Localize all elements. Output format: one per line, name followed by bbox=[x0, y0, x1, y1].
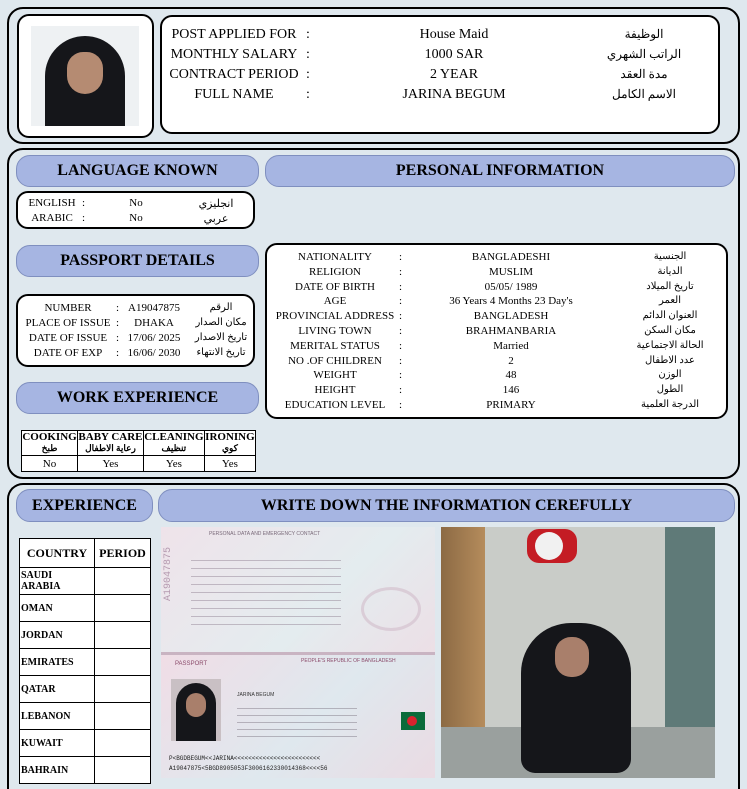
work-column-value: Yes bbox=[204, 456, 255, 472]
personal-value: 146 bbox=[502, 384, 520, 397]
personal-label: RELIGION bbox=[309, 265, 361, 278]
work-experience-table bbox=[21, 430, 256, 472]
scan-vertical-number: A19047875 bbox=[163, 547, 174, 602]
header-label: FULL NAME bbox=[194, 87, 274, 102]
passport-value: A19047875 bbox=[128, 302, 180, 314]
experience-table bbox=[19, 538, 151, 784]
period-header: PERIOD bbox=[95, 539, 151, 568]
personal-arabic: الدرجة العلمية bbox=[640, 399, 700, 410]
scan-passport-label: PASSPORT bbox=[175, 661, 208, 667]
personal-label: EDUCATION LEVEL bbox=[284, 399, 386, 411]
personal-label: NATIONALITY bbox=[298, 251, 372, 263]
experience-country: EMIRATES bbox=[20, 649, 95, 676]
header-value: House Maid bbox=[419, 27, 489, 42]
work-column-arabic: طبخ bbox=[41, 443, 58, 453]
passport-colon: : bbox=[116, 332, 120, 344]
personal-row bbox=[267, 266, 726, 281]
personal-label: DATE OF BIRTH bbox=[294, 280, 376, 293]
personal-value: MUSLIM bbox=[488, 265, 534, 278]
language-value: No bbox=[129, 197, 143, 209]
personal-colon: : bbox=[399, 399, 403, 411]
work-column-header bbox=[78, 431, 144, 456]
passport-label: DATE OF ISSUE bbox=[28, 332, 108, 344]
work-column-english: IRONING bbox=[205, 431, 255, 443]
experience-row bbox=[20, 622, 151, 649]
header-label: MONTHLY SALARY bbox=[170, 47, 298, 62]
work-column-english: COOKING bbox=[22, 431, 77, 443]
experience-country: QATAR bbox=[20, 676, 95, 703]
personal-row bbox=[267, 310, 726, 325]
work-column-value: No bbox=[22, 456, 78, 472]
header-colon: : bbox=[306, 87, 310, 102]
personal-arabic: تاريخ الميلاد bbox=[646, 280, 694, 292]
personal-colon: : bbox=[399, 265, 403, 278]
passport-row bbox=[18, 317, 253, 332]
language-colon: : bbox=[82, 197, 86, 209]
personal-colon: : bbox=[399, 354, 403, 367]
personal-row bbox=[267, 281, 726, 296]
experience-period bbox=[95, 730, 151, 757]
experience-country: OMAN bbox=[20, 595, 95, 622]
experience-country: JORDAN bbox=[20, 622, 95, 649]
personal-arabic: العمر bbox=[659, 295, 681, 307]
scan-mrz-line-1: P<BGDBEGUM<<JARINA<<<<<<<<<<<<<<<<<<<<<<<< bbox=[169, 755, 321, 762]
passport-row bbox=[18, 332, 253, 347]
header-label: CONTRACT PERIOD bbox=[169, 67, 299, 82]
header-row bbox=[162, 67, 718, 87]
experience-period bbox=[95, 757, 151, 784]
personal-row bbox=[267, 369, 726, 384]
passport-colon: : bbox=[116, 302, 120, 314]
scan-mrz-line-2: A19047875<5BGD8905053F3006162330014368<<<<56 bbox=[169, 765, 328, 772]
experience-row bbox=[20, 595, 151, 622]
work-column-value: Yes bbox=[78, 456, 144, 472]
personal-colon: : bbox=[399, 280, 403, 293]
personal-row bbox=[267, 399, 726, 414]
personal-colon: : bbox=[399, 310, 403, 323]
language-value: No bbox=[129, 212, 143, 224]
language-arabic: انجليزي bbox=[198, 198, 234, 210]
work-column-arabic: تنظيف bbox=[161, 443, 187, 453]
work-column-arabic: رعاية الاطفال bbox=[85, 443, 136, 453]
passport-row bbox=[18, 302, 253, 317]
scan-name-line: JARINA BEGUM bbox=[237, 692, 275, 698]
personal-label: LIVING TOWN bbox=[298, 325, 372, 337]
experience-row bbox=[20, 757, 151, 784]
language-label: ARABIC bbox=[31, 212, 73, 224]
language-row bbox=[18, 197, 253, 212]
experience-row bbox=[20, 676, 151, 703]
personal-row bbox=[267, 384, 726, 399]
experience-country: BAHRAIN bbox=[20, 757, 95, 784]
header-row bbox=[162, 47, 718, 67]
experience-country: LEBANON bbox=[20, 703, 95, 730]
personal-colon: : bbox=[399, 325, 403, 337]
personal-arabic: العنوان الدائم bbox=[642, 310, 698, 322]
header-value: 2 YEAR bbox=[429, 67, 479, 82]
language-label: ENGLISH bbox=[28, 197, 76, 209]
work-column-arabic: كوي bbox=[221, 443, 238, 453]
personal-row bbox=[267, 325, 726, 340]
personal-colon: : bbox=[399, 339, 403, 352]
personal-row bbox=[267, 340, 726, 355]
passport-arabic: تاريخ الانتهاء bbox=[196, 347, 246, 358]
experience-row bbox=[20, 730, 151, 757]
header-arabic: الاسم الكامل bbox=[611, 87, 677, 101]
personal-row bbox=[267, 355, 726, 370]
personal-arabic: الجنسية bbox=[653, 251, 687, 262]
personal-value: BRAHMANBARIA bbox=[465, 325, 557, 337]
profile-photo bbox=[31, 26, 139, 126]
experience-header-row bbox=[20, 539, 151, 568]
passport-value: 17/06/ 2025 bbox=[127, 332, 181, 344]
personal-info-box bbox=[265, 243, 728, 419]
passport-label: PLACE OF ISSUE bbox=[25, 317, 111, 329]
header-info-box bbox=[160, 15, 720, 134]
passport-arabic: الرقم bbox=[209, 302, 233, 313]
header-value: 1000 SAR bbox=[424, 47, 484, 62]
work-header-row bbox=[22, 431, 256, 456]
header-arabic: مدة العقد bbox=[620, 67, 668, 81]
personal-info-title: PERSONAL INFORMATION bbox=[265, 155, 735, 187]
passport-arabic: تاريخ الاصدار bbox=[194, 332, 248, 343]
passport-colon: : bbox=[116, 317, 120, 329]
experience-period bbox=[95, 595, 151, 622]
experience-country: KUWAIT bbox=[20, 730, 95, 757]
language-row bbox=[18, 212, 253, 227]
personal-arabic: عدد الاطفال bbox=[645, 354, 695, 366]
passport-label: NUMBER bbox=[44, 302, 92, 314]
header-row bbox=[162, 87, 718, 107]
language-title: LANGUAGE KNOWN bbox=[16, 155, 259, 187]
passport-scan-image bbox=[161, 527, 435, 778]
personal-value: BANGLADESH bbox=[473, 310, 549, 323]
scan-bottom-heading: PEOPLE'S REPUBLIC OF BANGLADESH bbox=[301, 658, 396, 664]
country-header: COUNTRY bbox=[20, 539, 95, 568]
header-label: POST APPLIED FOR bbox=[171, 27, 297, 42]
work-column-header bbox=[204, 431, 255, 456]
header-row bbox=[162, 27, 718, 47]
work-column-header bbox=[22, 431, 78, 456]
passport-colon: : bbox=[116, 347, 120, 359]
personal-value: Married bbox=[493, 339, 529, 352]
experience-row bbox=[20, 649, 151, 676]
header-value: JARINA BEGUM bbox=[402, 87, 506, 102]
passport-details-title: PASSPORT DETAILS bbox=[16, 245, 259, 277]
personal-label: NO .OF CHILDREN bbox=[288, 354, 382, 367]
personal-row bbox=[267, 251, 726, 266]
passport-value: DHAKA bbox=[134, 317, 174, 329]
personal-value: PRIMARY bbox=[486, 399, 536, 411]
personal-label: PROVINCIAL ADDRESS bbox=[275, 310, 395, 323]
personal-value: 36 Years 4 Months 23 Day's bbox=[449, 295, 573, 308]
passport-row bbox=[18, 347, 253, 362]
passport-label: DATE OF EXP bbox=[33, 347, 103, 359]
header-arabic: الوظيفة bbox=[624, 27, 664, 41]
work-column-english: CLEANING bbox=[144, 431, 204, 443]
personal-arabic: الحالة الاجتماعية bbox=[636, 339, 704, 351]
personal-label: WEIGHT bbox=[313, 369, 357, 382]
experience-row bbox=[20, 703, 151, 730]
scan-passport-photo bbox=[171, 679, 221, 741]
personal-colon: : bbox=[399, 384, 403, 397]
personal-arabic: الطول bbox=[656, 384, 684, 396]
experience-period bbox=[95, 676, 151, 703]
profile-photo-frame bbox=[17, 14, 154, 138]
passport-arabic: مكان الصدار bbox=[195, 317, 247, 328]
language-arabic: عربي bbox=[203, 213, 229, 225]
personal-colon: : bbox=[399, 251, 403, 263]
experience-country: SAUDI ARABIA bbox=[20, 568, 95, 595]
experience-period bbox=[95, 703, 151, 730]
experience-row bbox=[20, 568, 151, 595]
personal-arabic: مكان السكن bbox=[644, 325, 696, 336]
personal-colon: : bbox=[399, 295, 403, 308]
passport-box bbox=[16, 294, 255, 367]
header-colon: : bbox=[306, 67, 310, 82]
work-experience-title: WORK EXPERIENCE bbox=[16, 382, 259, 414]
header-arabic: الراتب الشهري bbox=[606, 47, 682, 61]
personal-arabic: الديانة bbox=[657, 265, 683, 277]
personal-value: 2 bbox=[508, 354, 514, 367]
personal-label: HEIGHT bbox=[314, 384, 356, 397]
personal-label: AGE bbox=[323, 295, 347, 308]
language-box bbox=[16, 191, 255, 229]
personal-row bbox=[267, 295, 726, 310]
scan-top-heading: PERSONAL DATA AND EMERGENCY CONTACT bbox=[209, 531, 321, 537]
full-body-photo bbox=[441, 527, 715, 778]
work-column-header bbox=[143, 431, 204, 456]
work-column-value: Yes bbox=[143, 456, 204, 472]
experience-period bbox=[95, 649, 151, 676]
personal-value: 48 bbox=[505, 369, 517, 382]
work-column-english: BABY CARE bbox=[78, 431, 143, 443]
personal-colon: : bbox=[399, 369, 403, 382]
personal-value: BANGLADESHI bbox=[471, 251, 551, 263]
personal-label: MERITAL STATUS bbox=[290, 339, 380, 352]
experience-period bbox=[95, 622, 151, 649]
experience-title: EXPERIENCE bbox=[16, 489, 153, 522]
language-colon: : bbox=[82, 212, 86, 224]
experience-period bbox=[95, 568, 151, 595]
header-colon: : bbox=[306, 27, 310, 42]
work-value-row bbox=[22, 456, 256, 472]
personal-value: 05/05/ 1989 bbox=[484, 280, 538, 293]
write-info-banner: WRITE DOWN THE INFORMATION CEREFULLY bbox=[158, 489, 735, 522]
header-colon: : bbox=[306, 47, 310, 62]
personal-arabic: الوزن bbox=[658, 369, 682, 381]
passport-value: 16/06/ 2030 bbox=[127, 347, 181, 359]
